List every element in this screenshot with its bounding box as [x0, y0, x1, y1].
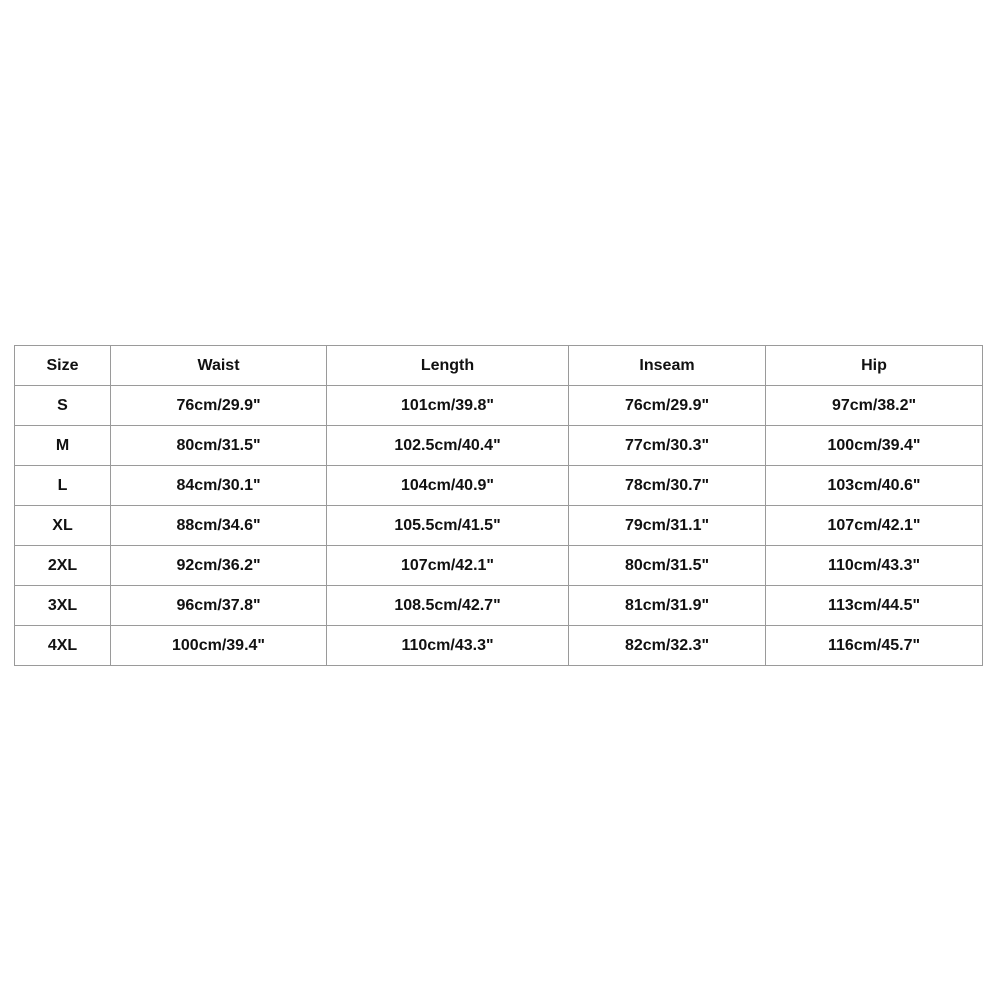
hip-cell: 103cm/40.6" [766, 466, 983, 506]
inseam-cell: 78cm/30.7" [569, 466, 766, 506]
waist-cell: 88cm/34.6" [111, 506, 327, 546]
size-cell: S [15, 386, 111, 426]
length-cell: 107cm/42.1" [327, 546, 569, 586]
hip-cell: 97cm/38.2" [766, 386, 983, 426]
table-row [15, 386, 983, 426]
waist-cell: 84cm/30.1" [111, 466, 327, 506]
length-cell: 102.5cm/40.4" [327, 426, 569, 466]
hip-cell: 100cm/39.4" [766, 426, 983, 466]
hip-cell: 107cm/42.1" [766, 506, 983, 546]
inseam-cell: 80cm/31.5" [569, 546, 766, 586]
table-row [15, 506, 983, 546]
table-row [15, 466, 983, 506]
size-cell: L [15, 466, 111, 506]
table-row [15, 426, 983, 466]
waist-cell: 96cm/37.8" [111, 586, 327, 626]
length-cell: 108.5cm/42.7" [327, 586, 569, 626]
inseam-cell: 82cm/32.3" [569, 626, 766, 666]
inseam-cell: 77cm/30.3" [569, 426, 766, 466]
hip-cell: 116cm/45.7" [766, 626, 983, 666]
size-cell: XL [15, 506, 111, 546]
header-size: Size [15, 346, 111, 386]
waist-cell: 80cm/31.5" [111, 426, 327, 466]
hip-cell: 110cm/43.3" [766, 546, 983, 586]
size-cell: M [15, 426, 111, 466]
waist-cell: 100cm/39.4" [111, 626, 327, 666]
length-cell: 110cm/43.3" [327, 626, 569, 666]
inseam-cell: 76cm/29.9" [569, 386, 766, 426]
length-cell: 105.5cm/41.5" [327, 506, 569, 546]
waist-cell: 92cm/36.2" [111, 546, 327, 586]
table-row [15, 546, 983, 586]
header-waist: Waist [111, 346, 327, 386]
size-chart-table [14, 345, 983, 666]
header-hip: Hip [766, 346, 983, 386]
length-cell: 104cm/40.9" [327, 466, 569, 506]
header-length: Length [327, 346, 569, 386]
hip-cell: 113cm/44.5" [766, 586, 983, 626]
size-cell: 4XL [15, 626, 111, 666]
size-cell: 3XL [15, 586, 111, 626]
size-cell: 2XL [15, 546, 111, 586]
waist-cell: 76cm/29.9" [111, 386, 327, 426]
header-inseam: Inseam [569, 346, 766, 386]
table-header-row [15, 346, 983, 386]
table-row [15, 586, 983, 626]
inseam-cell: 81cm/31.9" [569, 586, 766, 626]
table-row [15, 626, 983, 666]
length-cell: 101cm/39.8" [327, 386, 569, 426]
inseam-cell: 79cm/31.1" [569, 506, 766, 546]
